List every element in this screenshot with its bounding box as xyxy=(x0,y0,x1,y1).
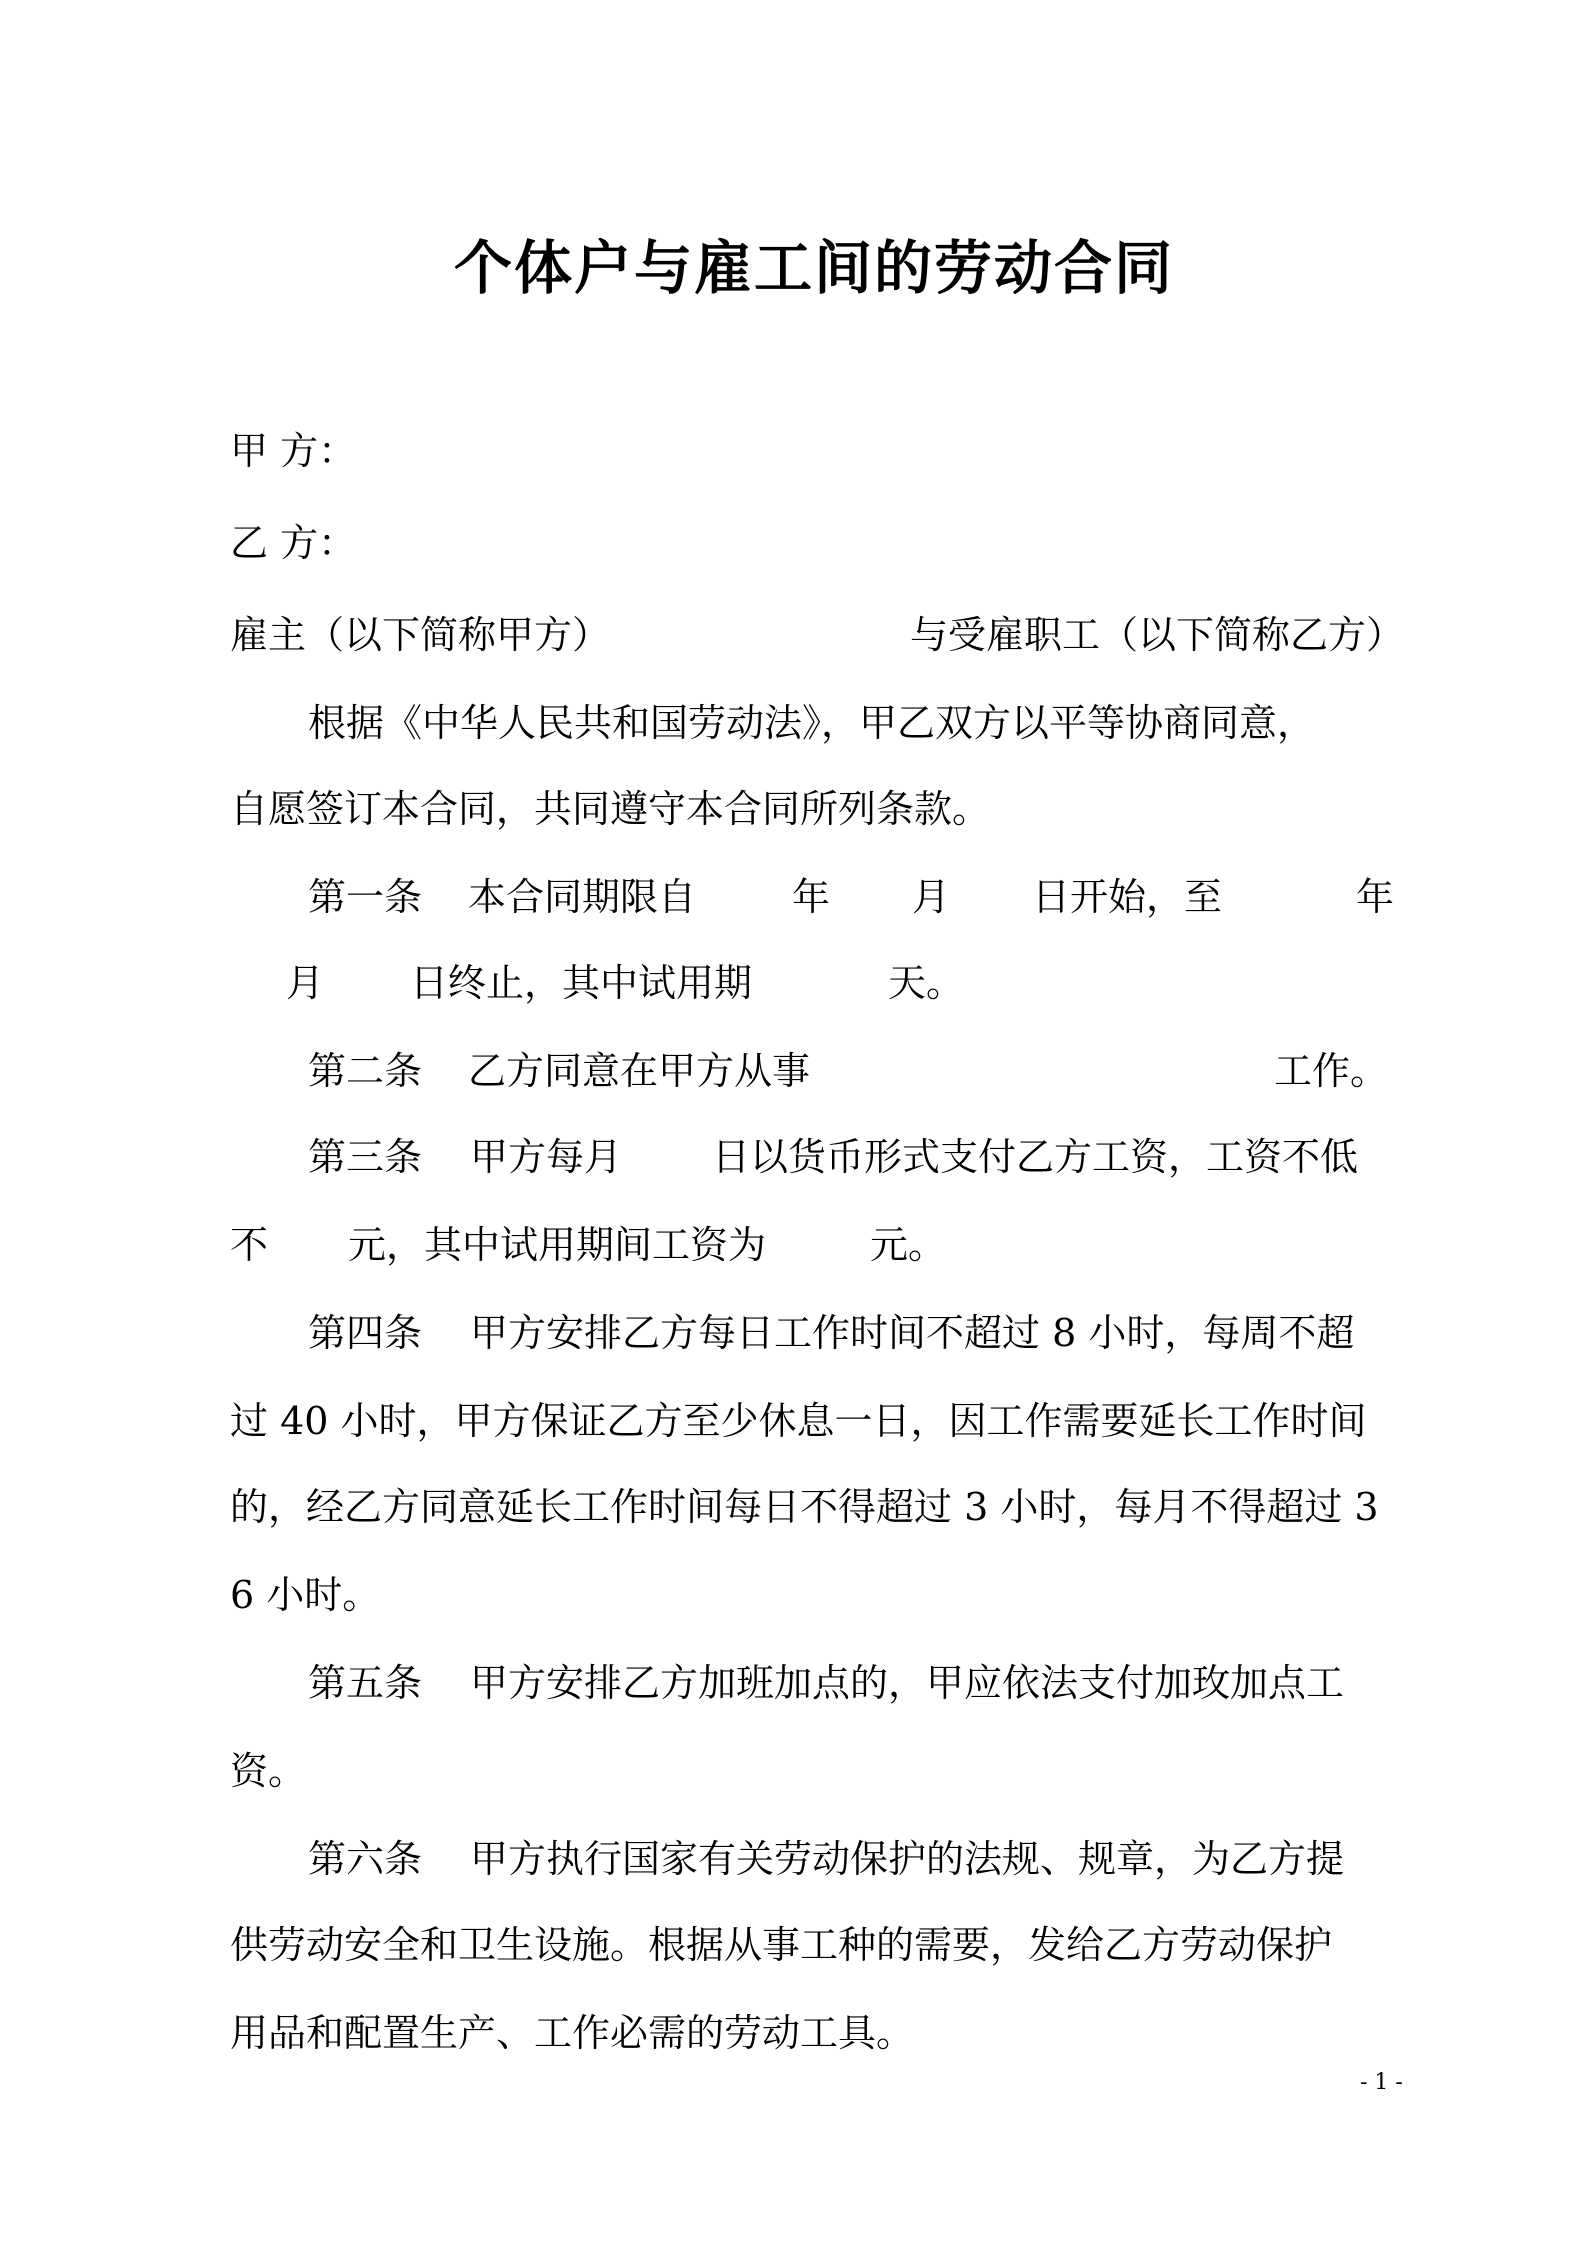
article-4-line-3: 的，经乙方同意延长工作时间每日不得超过 3 小时，每月不得超过 3 xyxy=(230,1485,1379,1529)
article-4-heading: 第四条 xyxy=(308,1311,423,1355)
party-a-label: 甲 方： xyxy=(230,429,357,473)
article-1-day-end: 日终止，其中试用期 xyxy=(410,961,753,1005)
article-4-line-4: 6 小时。 xyxy=(230,1573,381,1617)
article-3-text-b: 日以货币形式支付乙方工资，工资不低 xyxy=(712,1135,1359,1179)
article-5-text-1: 甲方安排乙方加班加点的，甲应依法支付加玫加点工 xyxy=(470,1661,1345,1705)
article-2-text-b: 工作。 xyxy=(1274,1049,1389,1093)
document-title: 个体户与雇工间的劳动合同 xyxy=(453,234,1174,302)
article-5-line-2: 资。 xyxy=(230,1749,307,1793)
party-b-label: 乙 方： xyxy=(230,521,357,565)
article-2-text-a: 乙方同意在甲方从事 xyxy=(468,1049,811,1093)
article-3-heading: 第三条 xyxy=(308,1135,423,1179)
article-4-text-1: 甲方安排乙方每日工作时间不超过 8 小时，每周不超 xyxy=(470,1311,1355,1355)
article-4-line-2: 过 40 小时，甲方保证乙方至少休息一日，因工作需要延长工作时间 xyxy=(230,1399,1367,1443)
article-1-days: 天。 xyxy=(888,961,965,1005)
article-1-year-1: 年 xyxy=(792,875,831,919)
article-3-text-c: 不 xyxy=(230,1223,269,1267)
article-3-text-a: 甲方每月 xyxy=(470,1135,623,1179)
article-3-text-d: 元，其中试用期间工资为 xyxy=(348,1223,767,1267)
article-5-heading: 第五条 xyxy=(308,1661,423,1705)
article-1-text-a: 本合同期限自 xyxy=(468,875,697,919)
article-2-heading: 第二条 xyxy=(308,1049,423,1093)
article-1-heading: 第一条 xyxy=(308,875,423,919)
preamble-line-1: 根据《中华人民共和国劳动法》，甲乙双方以平等协商同意， xyxy=(308,701,1316,745)
article-6-line-2: 供劳动安全和卫生设施。根据从事工种的需要，发给乙方劳动保护 xyxy=(230,1923,1333,1967)
article-1-month-1: 月 xyxy=(912,875,951,919)
article-6-line-3: 用品和配置生产、工作必需的劳动工具。 xyxy=(230,2011,915,2055)
article-6-heading: 第六条 xyxy=(308,1837,423,1881)
article-1-year-2: 年 xyxy=(1356,875,1395,919)
employer-intro-right: 与受雇职工（以下简称乙方） xyxy=(910,613,1405,657)
article-6-text-1: 甲方执行国家有关劳动保护的法规、规章，为乙方提 xyxy=(470,1837,1345,1881)
page-number: - 1 - xyxy=(1360,2070,1403,2095)
article-1-month-2: 月 xyxy=(286,961,325,1005)
employer-intro-left: 雇主（以下简称甲方） xyxy=(230,613,611,657)
article-1-day-start: 日开始，至 xyxy=(1032,875,1223,919)
article-3-text-e: 元。 xyxy=(870,1223,947,1267)
preamble-line-2: 自愿签订本合同，共同遵守本合同所列条款。 xyxy=(230,787,991,831)
